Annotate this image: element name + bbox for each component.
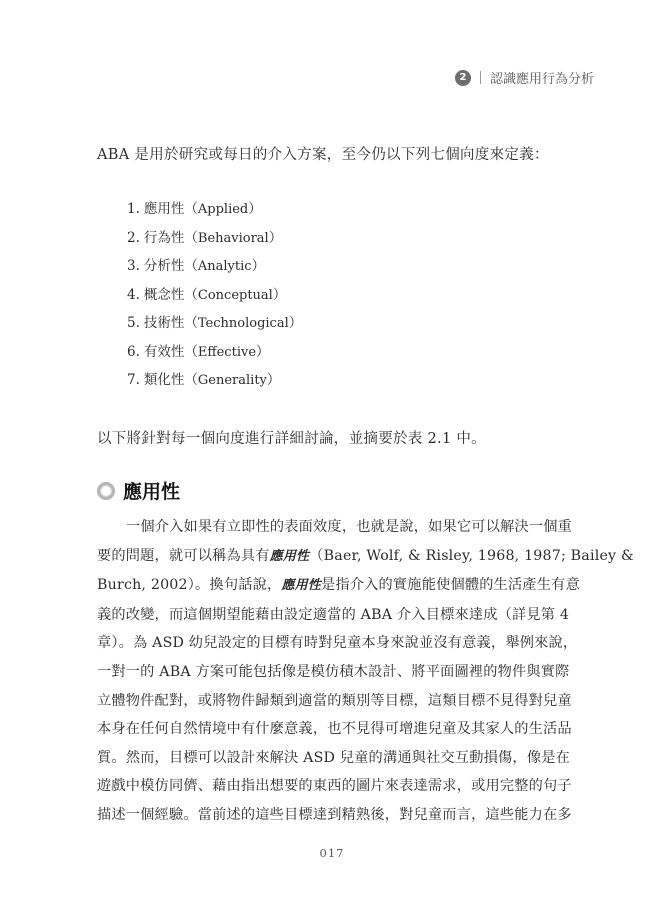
body-line: 一個介入如果有立即性的表面效度，也就是說，如果它可以解決一個重 bbox=[126, 519, 573, 535]
list-item-en: Technological bbox=[197, 316, 289, 331]
list-item bbox=[127, 342, 302, 371]
body-line: 立體物件配對，或將物件歸類到適當的類別等目標，這類目標不見得對兒童 bbox=[97, 692, 572, 709]
list-item-en: Conceptual bbox=[197, 287, 273, 303]
list-item-number: 6. bbox=[127, 343, 140, 360]
list-item bbox=[127, 228, 302, 257]
section-heading bbox=[97, 477, 180, 504]
list-item bbox=[127, 199, 302, 228]
paren-open: （ bbox=[184, 372, 198, 388]
list-item bbox=[127, 370, 302, 399]
list-item-zh: 分析性 bbox=[143, 258, 185, 274]
body-paragraph bbox=[97, 513, 634, 830]
paren-close: ） bbox=[268, 229, 283, 246]
citation: （Baer, Wolf, & Risley, 1968, 1987; Bailey & bbox=[309, 547, 634, 564]
list-item bbox=[127, 285, 302, 314]
list-item-en: Generality bbox=[197, 373, 267, 388]
citation: Burch, 2002）。換句話說， bbox=[97, 577, 282, 594]
paren-close: ） bbox=[256, 343, 270, 360]
paren-open: （ bbox=[184, 315, 198, 331]
body-line bbox=[97, 542, 634, 572]
paren-open: （ bbox=[184, 201, 198, 217]
body-line: 遊戲中模仿同儕、藉由指出想要的東西的圖片來表達需求，或用完整的句子 bbox=[97, 778, 572, 795]
dimensions-list bbox=[127, 199, 302, 399]
body-line: 一對一的 ABA 方案可能包括像是模仿積木設計、將平面圖裡的物件與實際 bbox=[97, 663, 570, 680]
emphasized-term: 應用性 bbox=[269, 548, 310, 564]
emphasized-term: 應用性 bbox=[281, 578, 321, 594]
chapter-title: 認識應用行為分析 bbox=[489, 72, 594, 87]
running-head-divider bbox=[480, 71, 481, 84]
ring-bullet-icon bbox=[97, 482, 115, 500]
paren-open: （ bbox=[184, 343, 198, 360]
list-item-zh: 有效性 bbox=[143, 343, 185, 360]
list-item-en: Behavioral bbox=[197, 230, 269, 246]
list-item-en: Effective bbox=[197, 344, 257, 360]
list-item-number: 1. bbox=[127, 201, 140, 217]
list-item-en: Analytic bbox=[197, 259, 252, 274]
paren-close: ） bbox=[272, 286, 287, 303]
list-item-number: 5. bbox=[127, 315, 140, 331]
list-item-number: 2. bbox=[127, 229, 140, 246]
paren-open: （ bbox=[184, 258, 198, 274]
paren-close: ） bbox=[251, 258, 266, 274]
paren-close: ） bbox=[248, 201, 262, 217]
paren-open: （ bbox=[184, 286, 198, 303]
section-title: 應用性 bbox=[123, 481, 181, 503]
list-item bbox=[127, 313, 302, 342]
list-item bbox=[127, 256, 302, 285]
chapter-number-badge: 2 bbox=[455, 70, 471, 86]
list-item-zh: 類化性 bbox=[143, 372, 185, 388]
body-line: 描述一個經驗。當前述的這些目標達到精熟後，對兒童而言，這些能力在多 bbox=[97, 806, 572, 823]
running-head bbox=[455, 68, 594, 87]
body-line: 本身在任何自然情境中有什麼意義，也不見得可增進兒童及其家人的生活品 bbox=[97, 721, 572, 738]
list-item-number: 3. bbox=[127, 258, 140, 274]
paren-close: ） bbox=[288, 315, 303, 331]
summary-sentence: 以下將針對每一個向度進行詳細討論，並摘要於表 2.1 中。 bbox=[97, 431, 486, 447]
body-text: 要的問題，就可以稱為具有 bbox=[97, 547, 270, 564]
intro-sentence: ABA 是用於研究或每日的介入方案，至今仍以下列七個向度來定義： bbox=[97, 147, 549, 163]
list-item-number: 7. bbox=[127, 372, 140, 388]
paren-open: （ bbox=[184, 229, 198, 246]
body-line: 章）。為 ASD 幼兒設定的目標有時對兒童本身來說並沒有意義，舉例來說， bbox=[97, 635, 578, 652]
body-line: 質。然而，目標可以設計來解決 ASD 兒童的溝通與社交互動損傷，像是在 bbox=[97, 749, 570, 766]
list-item-en: Applied bbox=[197, 202, 249, 217]
body-line bbox=[97, 571, 580, 601]
list-item-zh: 技術性 bbox=[143, 315, 185, 331]
body-text: 是指介入的實施能使個體的生活產生有意 bbox=[320, 577, 580, 594]
list-item-zh: 概念性 bbox=[143, 286, 185, 303]
paren-close: ） bbox=[266, 372, 281, 388]
list-item-zh: 應用性 bbox=[143, 201, 185, 217]
body-line: 義的改變，而這個期望能藉由設定適當的 ABA 介入目標來達成（詳見第 4 bbox=[97, 606, 570, 623]
list-item-number: 4. bbox=[127, 286, 140, 303]
list-item-zh: 行為性 bbox=[143, 229, 185, 246]
page-number: 017 bbox=[319, 846, 345, 860]
